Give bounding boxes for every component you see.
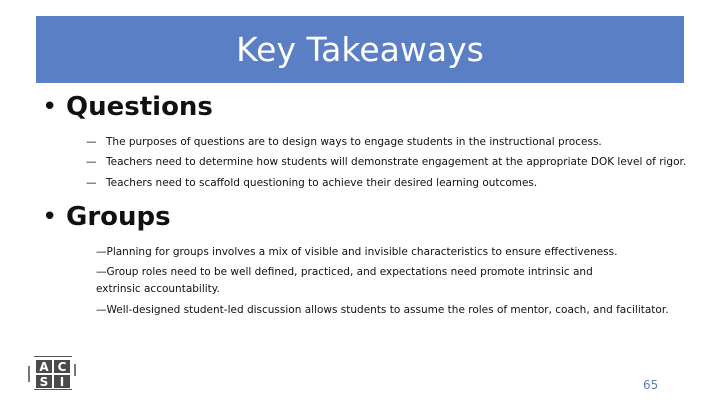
section-heading-groups — [42, 202, 171, 232]
list-item — [96, 244, 656, 261]
list-item-text: Well-designed student-led discussion allows students to assume the roles of mentor, coach, and facilitator. — [106, 304, 669, 316]
list-item — [96, 302, 676, 319]
section-heading-questions — [42, 92, 213, 122]
list-item-text: Group roles need to be well defined, practiced, and expectations need promote intrinsic and extrinsic accountability. — [96, 266, 593, 295]
bullet: • — [42, 202, 58, 232]
dash: — — [96, 266, 107, 278]
slide-title: Key Takeaways — [236, 30, 484, 69]
list-item-text: The purposes of questions are to design ways to engage students in the instructional process. — [106, 136, 602, 148]
dash: — — [86, 177, 97, 189]
list-item-text: Teachers need to scaffold questioning to achieve their desired learning outcomes. — [106, 177, 538, 189]
title-banner — [36, 16, 684, 83]
section-heading-label: Groups — [66, 202, 171, 232]
list-item-text: Planning for groups involves a mix of visible and invisible characteristics to ensure effectiveness. — [106, 246, 618, 258]
dash: — — [96, 246, 107, 258]
list-item — [86, 134, 602, 151]
acsi-logo-icon — [26, 352, 78, 392]
logo-letter: A — [39, 360, 49, 374]
logo-letter: C — [57, 360, 67, 374]
logo-letter: S — [39, 375, 49, 389]
list-item — [86, 154, 686, 171]
dash: — — [86, 156, 97, 168]
dash: — — [86, 136, 97, 148]
section-heading-label: Questions — [66, 92, 213, 122]
dash: — — [96, 304, 107, 316]
page-number: 65 — [643, 378, 659, 392]
logo-letter: I — [59, 375, 65, 389]
list-item — [96, 264, 636, 298]
list-item-text: Teachers need to determine how students will demonstrate engagement at the appropriate DOK level of rigor. — [106, 156, 687, 168]
list-item — [86, 175, 537, 192]
bullet: • — [42, 92, 58, 122]
